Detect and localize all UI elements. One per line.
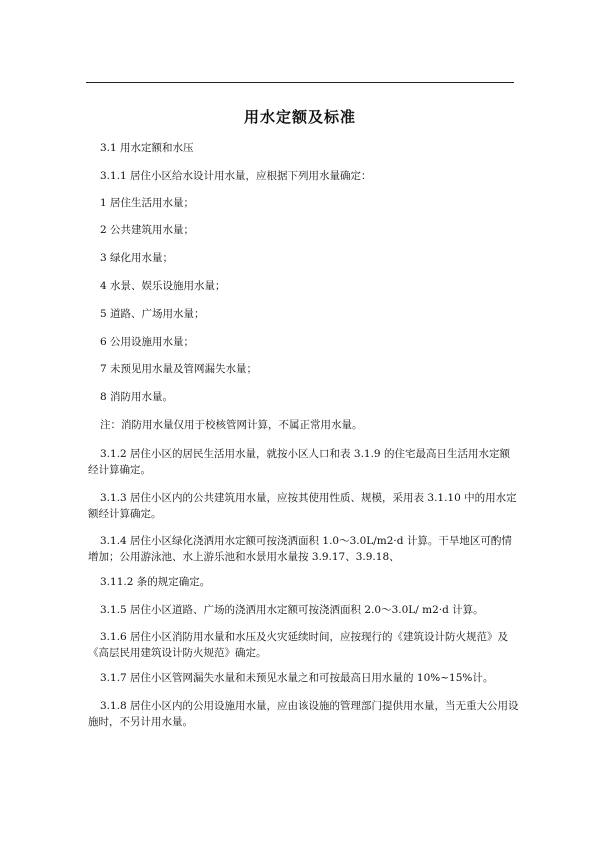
paragraph-3-1-8: 3.1.8 居住小区内的公用设施用水量，应由该设施的管理部门提供用水量，当无重大公用设施时，不另计用水量。 xyxy=(88,700,519,728)
paragraph-3-11-2: 3.11.2 条的规定确定。 xyxy=(100,576,211,588)
list-item-8: 8 消防用水量。 xyxy=(100,391,174,403)
list-item-5: 5 道路、广场用水量； xyxy=(100,308,205,320)
list-item-3: 3 绿化用水量； xyxy=(100,252,174,264)
note-paragraph: 注：消防用水量仅用于校核管网计算，不属正常用水量。 xyxy=(100,419,363,431)
paragraph-3-1-2: 3.1.2 居住小区的居民生活用水量，就按小区人口和表 3.1.9 的住宅最高日生活用水定额经计算确定。 xyxy=(88,448,510,476)
page-title: 用水定额及标准 xyxy=(243,108,356,126)
list-item-7: 7 未预见用水量及管网漏失水量； xyxy=(100,363,258,375)
paragraph-3-1-1: 3.1.1 居住小区给水设计用水量，应根据下列用水量确定： xyxy=(100,170,372,182)
paragraph-3-1-6: 3.1.6 居住小区消防用水量和水压及火灾延续时间，应按现行的《建筑设计防火规范》及《高层民用建筑设计防火规范》确定。 xyxy=(88,631,509,659)
list-item-6: 6 公用设施用水量； xyxy=(100,336,195,348)
paragraph-3-1-5: 3.1.5 居住小区道路、广场的浇洒用水定额可按浇洒面积 2.0～3.0L/ m2·d 计算。 xyxy=(100,604,484,616)
list-item-2: 2 公共建筑用水量； xyxy=(100,224,195,236)
paragraph-3-1-7: 3.1.7 居住小区管网漏失水量和未预见水量之和可按最高日用水量的 10%~15%计。 xyxy=(100,672,494,684)
paragraph-3-1-4: 3.1.4 居住小区绿化浇洒用水定额可按浇洒面积 1.0～3.0L/m2·d 计算。干旱地区可酌情增加；公用游泳池、水上游乐池和水景用水量按 3.9.17、3.9.18、 xyxy=(88,535,512,563)
header-rule xyxy=(86,82,514,83)
list-item-4: 4 水景、娱乐设施用水量； xyxy=(100,280,226,292)
paragraph-3-1: 3.1 用水定额和水压 xyxy=(100,142,194,154)
paragraph-3-1-3: 3.1.3 居住小区内的公共建筑用水量，应按其使用性质、规模，采用表 3.1.10 中的用水定额经计算确定。 xyxy=(88,492,517,520)
list-item-1: 1 居住生活用水量； xyxy=(100,197,195,209)
